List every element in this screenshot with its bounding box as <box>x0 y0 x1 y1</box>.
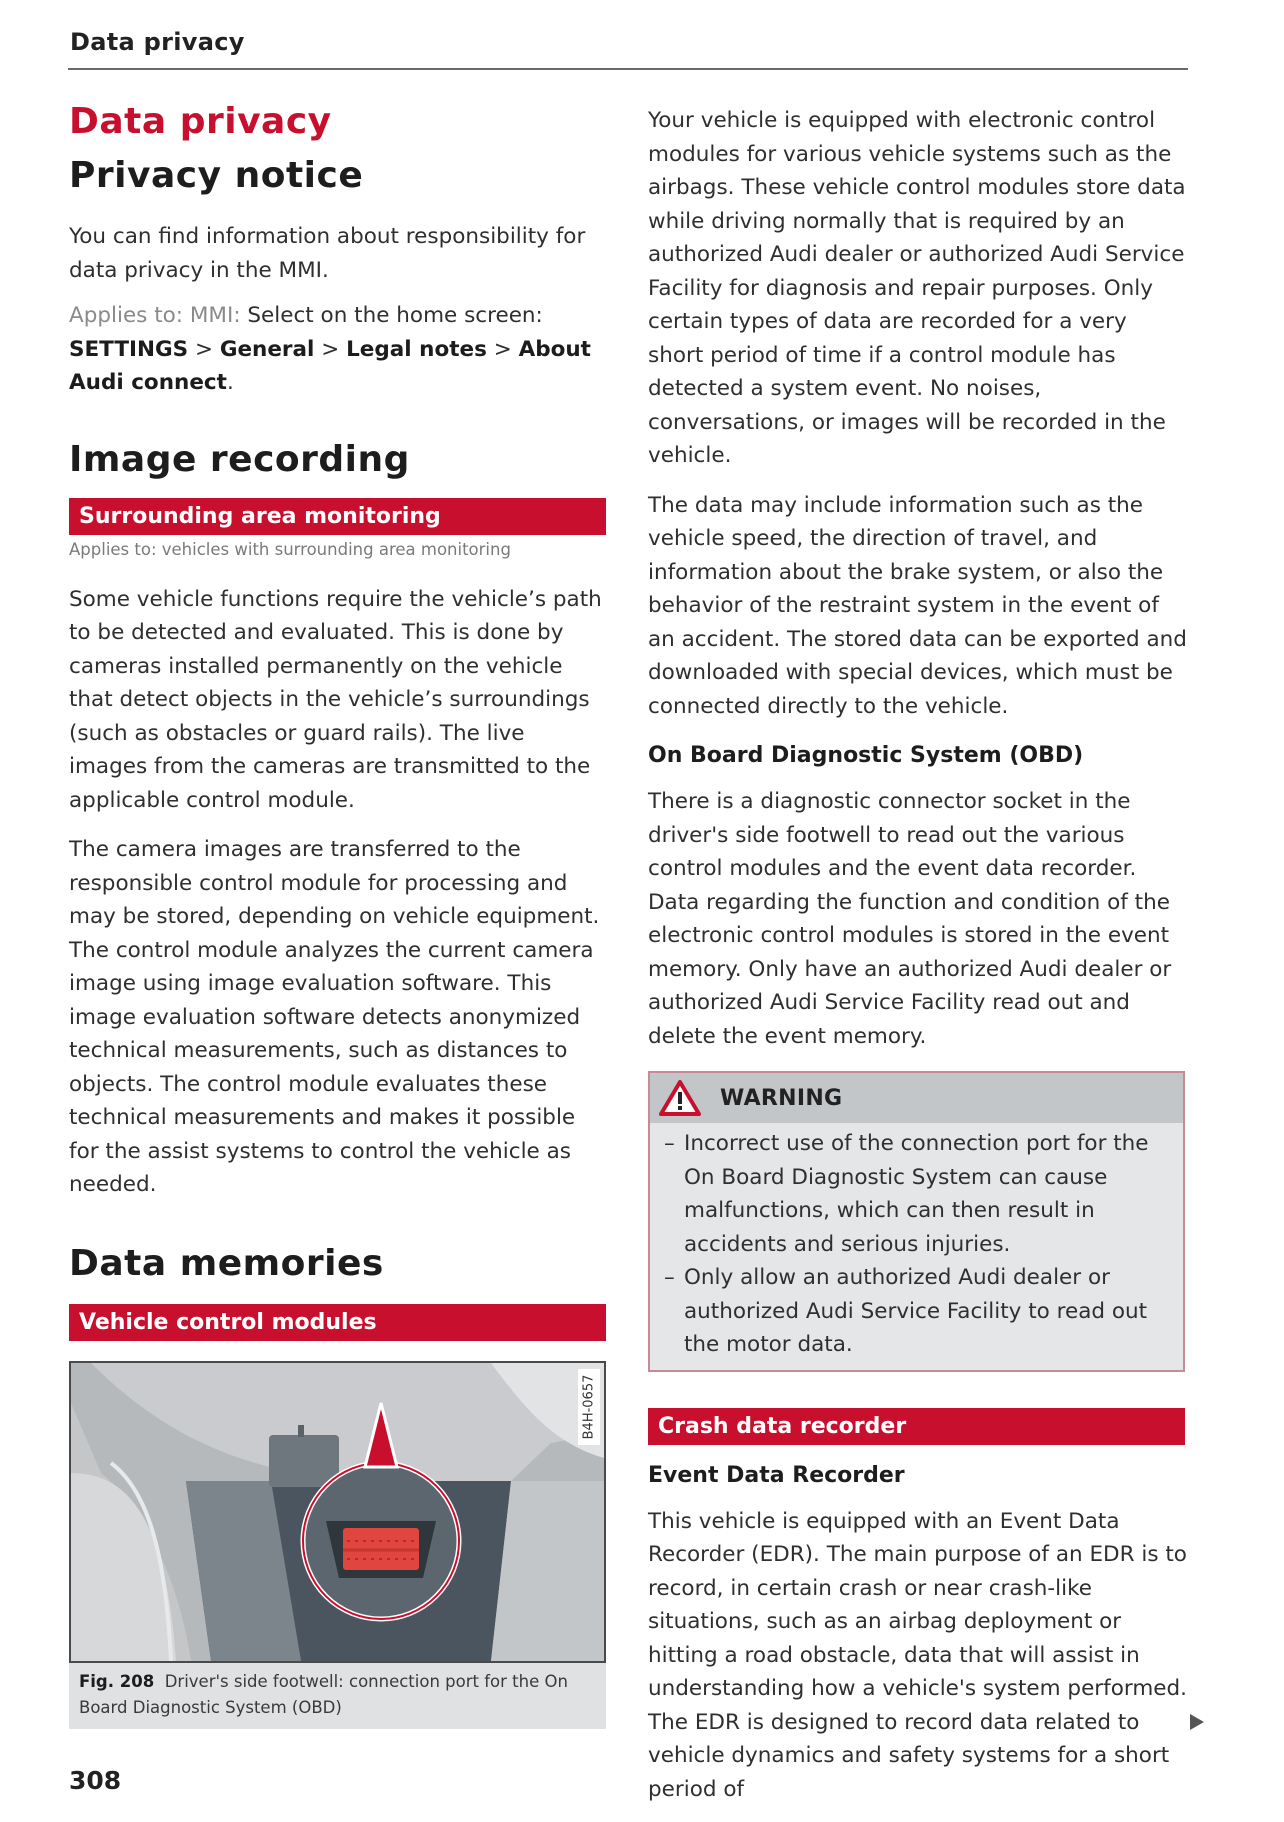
figure-208 <box>69 1361 606 1729</box>
data-contents-paragraph: The data may include information such as the vehicle speed, the direction of travel, and information about the brake system, or also the behavior of the restraint system in the event of an accident. The stored data can be exported and downloaded with special devices, which must be connected directly to the vehicle. <box>648 492 1187 719</box>
dash-bullet: – <box>664 1265 675 1290</box>
surrounding-applies: Applies to: vehicles with surrounding area monitoring <box>69 539 511 559</box>
warning-body <box>650 1123 1183 1370</box>
header-rule <box>68 68 1188 70</box>
warning-item <box>664 1261 1169 1362</box>
figure-code: B4H-0657 <box>581 1374 597 1439</box>
obd-port-illustration <box>69 1361 606 1663</box>
figure-code-label <box>578 1369 600 1445</box>
menu-path-general: General <box>219 336 315 362</box>
applies-mmi <box>69 299 609 400</box>
image-recording-paragraph-1: Some vehicle functions require the vehicle’s path to be detected and evaluated. This is done by cameras installed permanently on the vehicle that detect objects in the vehicle’s surroundings (such as obstacles or guard rails). The live images from the cameras are transmitted to the applicable control module. <box>69 586 602 813</box>
path-end: . <box>226 370 234 395</box>
surrounding-area-bar: Surrounding area monitoring <box>69 498 606 535</box>
right-column <box>648 104 1188 1806</box>
path-separator: > <box>188 336 220 362</box>
warning-item-text: Incorrect use of the connection port for the On Board Diagnostic System can cause malfunctions, which can then result in accidents and serious injuries. <box>684 1131 1149 1257</box>
dash-bullet: – <box>664 1131 675 1156</box>
obd-paragraph: There is a diagnostic connector socket in the driver's side footwell to read out the various control modules and the event data recorder. Data regarding the function and condition of the electronic control modules is stored in the event memory. Only have an authorized Audi dealer or authorized Audi Service Facility read out and delete the event memory. <box>648 789 1172 1049</box>
warning-item <box>664 1127 1169 1261</box>
running-header: Data privacy <box>70 28 245 56</box>
image-recording-heading: Image recording <box>69 438 410 480</box>
left-column <box>69 96 609 1729</box>
edr-heading: Event Data Recorder <box>648 1462 905 1488</box>
privacy-notice-heading: Privacy notice <box>69 155 364 196</box>
menu-path-legal-notes: Legal notes <box>346 336 487 362</box>
menu-path-about-audi-connect: About Audi connect <box>69 336 591 395</box>
menu-path-settings: SETTINGS <box>69 336 189 362</box>
warning-item-text: Only allow an authorized Audi dealer or authorized Audi Service Facility to read out the motor data. <box>684 1265 1148 1357</box>
obd-heading: On Board Diagnostic System (OBD) <box>648 743 1084 768</box>
warning-header <box>650 1073 1183 1123</box>
continue-arrow-icon <box>1190 1714 1204 1730</box>
warning-title: WARNING <box>720 1085 843 1111</box>
figure-label: Fig. 208 <box>79 1671 155 1691</box>
figure-caption <box>69 1663 606 1729</box>
vehicle-control-modules-bar: Vehicle control modules <box>69 1304 606 1341</box>
applies-text: Select on the home screen: <box>240 303 543 328</box>
page-number: 308 <box>69 1766 122 1795</box>
path-separator: > <box>486 336 519 362</box>
edr-paragraph: This vehicle is equipped with an Event Data Recorder (EDR). The main purpose of an EDR is to record, in certain crash or near crash-like situations, such as an airbag deployment or hitting a road obstacle, data that will assist in understanding how a vehicle's system performed. The EDR is designed to record data related to vehicle dynamics and safety systems for a short period of <box>648 1508 1187 1802</box>
warning-box <box>648 1071 1185 1372</box>
data-memories-heading: Data memories <box>69 1242 384 1284</box>
control-modules-paragraph: Your vehicle is equipped with electronic control modules for various vehicle systems such as the airbags. These vehicle control modules store data while driving normally that is required by an authorized Audi dealer or authorized Audi Service Facility for diagnosis and repair purposes. Only certain types of data are recorded for a very short period of time if a control module has detected a system event. No noises, conversations, or images will be recorded in the vehicle. <box>648 108 1186 468</box>
applies-prefix: Applies to: MMI: <box>69 303 241 328</box>
path-separator: > <box>314 336 347 362</box>
crash-data-recorder-bar: Crash data recorder <box>648 1408 1185 1445</box>
section-title: Data privacy <box>69 101 332 142</box>
figure-caption-text: Driver's side footwell: connection port for the On Board Diagnostic System (OBD) <box>79 1671 568 1717</box>
warning-triangle-icon <box>658 1079 702 1117</box>
footwell-drawing <box>71 1363 604 1661</box>
image-recording-paragraph-2: The camera images are transferred to the responsible control module for processing and may be stored, depending on vehicle equipment. The control module analyzes the current camera image using image evaluation software. This image evaluation software detects anonymized technical measurements, such as distances to objects. The control module evaluates these technical measurements and makes it possible for the assist systems to control the vehicle as needed. <box>69 837 600 1197</box>
privacy-text: You can find information about responsibility for data privacy in the MMI. <box>69 224 586 283</box>
